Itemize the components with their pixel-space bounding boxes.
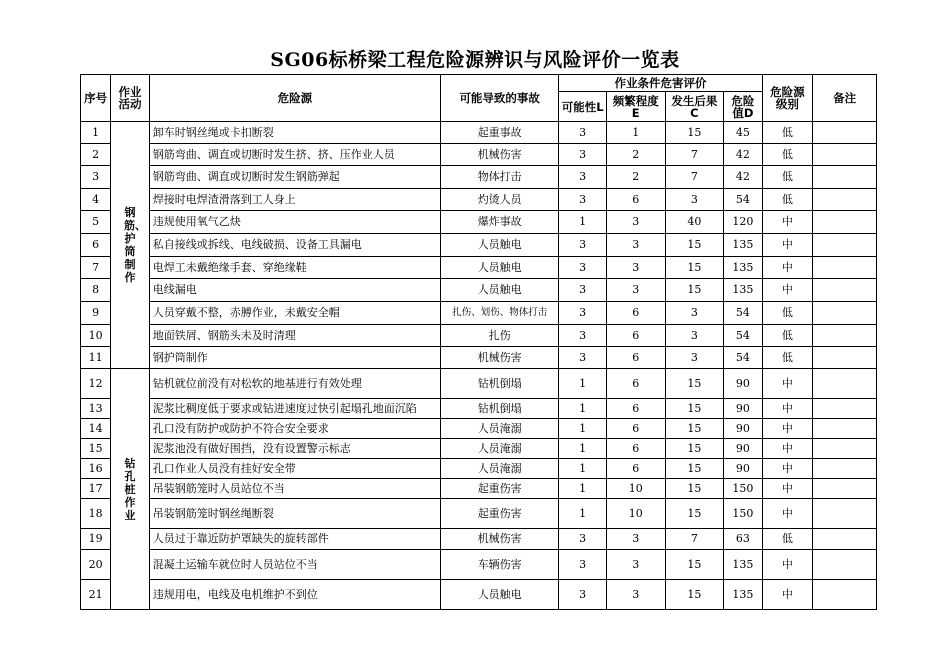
cell-seq: 19: [81, 529, 111, 550]
cell-note: [813, 302, 877, 325]
cell-seq: 16: [81, 459, 111, 479]
cell-level: 低: [762, 122, 813, 144]
cell-E: 3: [606, 279, 665, 302]
cell-note: [813, 479, 877, 499]
cell-activity: [111, 369, 149, 610]
cell-D: 90: [724, 459, 762, 479]
cell-hazard: 孔口没有防护或防护不符合安全要求: [149, 419, 440, 439]
cell-accident: 起重伤害: [441, 479, 559, 499]
cell-L: 3: [559, 550, 607, 580]
cell-E: 3: [606, 580, 665, 610]
cell-C: 3: [665, 325, 724, 347]
cell-seq: 15: [81, 439, 111, 459]
cell-note: [813, 257, 877, 279]
cell-note: [813, 279, 877, 302]
cell-note: [813, 439, 877, 459]
cell-accident: 钻机倒塌: [441, 399, 559, 419]
cell-hazard: 地面铁屑、钢筋头未及时清理: [149, 325, 440, 347]
table-row: [81, 325, 877, 347]
cell-C: 15: [665, 257, 724, 279]
cell-E: 3: [606, 550, 665, 580]
cell-hazard: 钢护筒制作: [149, 347, 440, 369]
table-row: [81, 419, 877, 439]
header-row-1: [81, 75, 877, 92]
table-row: [81, 550, 877, 580]
cell-note: [813, 211, 877, 234]
cell-accident: 起重事故: [441, 122, 559, 144]
cell-accident: 爆炸事故: [441, 211, 559, 234]
cell-E: 6: [606, 189, 665, 211]
cell-L: 3: [559, 189, 607, 211]
table-row: [81, 369, 877, 399]
cell-seq: 4: [81, 189, 111, 211]
cell-level: 中: [762, 279, 813, 302]
table-row: [81, 399, 877, 419]
table-row: [81, 529, 877, 550]
header-hazard: 危险源: [149, 75, 440, 122]
cell-L: 3: [559, 166, 607, 189]
table-row: [81, 439, 877, 459]
cell-C: 15: [665, 122, 724, 144]
cell-L: 3: [559, 234, 607, 257]
page-title: SG06标桥梁工程危险源辨识与风险评价一览表: [270, 49, 680, 71]
cell-seq: 13: [81, 399, 111, 419]
cell-C: 15: [665, 369, 724, 399]
cell-L: 3: [559, 279, 607, 302]
table-row: [81, 257, 877, 279]
cell-C: 7: [665, 166, 724, 189]
cell-E: 3: [606, 529, 665, 550]
cell-E: 6: [606, 439, 665, 459]
cell-accident: 人员触电: [441, 257, 559, 279]
header-note: 备注: [813, 75, 877, 122]
cell-L: 3: [559, 302, 607, 325]
cell-D: 54: [724, 302, 762, 325]
cell-hazard: 焊接时电焊渣滑落到工人身上: [149, 189, 440, 211]
cell-C: 15: [665, 580, 724, 610]
cell-C: 15: [665, 459, 724, 479]
cell-D: 135: [724, 234, 762, 257]
cell-E: 3: [606, 211, 665, 234]
cell-accident: 人员触电: [441, 234, 559, 257]
cell-seq: 2: [81, 144, 111, 166]
cell-hazard: 吊装钢筋笼时人员站位不当: [149, 479, 440, 499]
cell-accident: 人员触电: [441, 279, 559, 302]
header-C: 发生后果C: [665, 92, 724, 122]
cell-D: 135: [724, 279, 762, 302]
cell-seq: 18: [81, 499, 111, 529]
cell-C: 15: [665, 399, 724, 419]
cell-L: 3: [559, 144, 607, 166]
cell-note: [813, 499, 877, 529]
cell-level: 低: [762, 529, 813, 550]
cell-C: 15: [665, 499, 724, 529]
cell-hazard: 私自接线或拆线、电线破损、设备工具漏电: [149, 234, 440, 257]
cell-hazard: 电焊工未戴绝缘手套、穿绝缘鞋: [149, 257, 440, 279]
cell-D: 90: [724, 439, 762, 459]
cell-C: 7: [665, 144, 724, 166]
cell-hazard: 违规使用氧气乙炔: [149, 211, 440, 234]
cell-E: 1: [606, 122, 665, 144]
cell-accident: 灼烫人员: [441, 189, 559, 211]
cell-C: 15: [665, 439, 724, 459]
cell-seq: 12: [81, 369, 111, 399]
cell-D: 135: [724, 257, 762, 279]
cell-note: [813, 399, 877, 419]
table-row: [81, 166, 877, 189]
header-L: 可能性L: [559, 92, 607, 122]
cell-D: 135: [724, 580, 762, 610]
cell-seq: 14: [81, 419, 111, 439]
cell-D: 90: [724, 369, 762, 399]
cell-hazard: 卸车时钢丝绳或卡扣断裂: [149, 122, 440, 144]
cell-accident: 扎伤: [441, 325, 559, 347]
cell-note: [813, 122, 877, 144]
cell-seq: 5: [81, 211, 111, 234]
cell-note: [813, 580, 877, 610]
cell-L: 3: [559, 325, 607, 347]
table-row: [81, 189, 877, 211]
cell-accident: 车辆伤害: [441, 550, 559, 580]
cell-hazard: 人员穿戴不整，赤膊作业，未戴安全帽: [149, 302, 440, 325]
table-row: [81, 234, 877, 257]
cell-accident: 人员触电: [441, 580, 559, 610]
cell-accident: 机械伤害: [441, 144, 559, 166]
cell-L: 3: [559, 347, 607, 369]
cell-D: 54: [724, 325, 762, 347]
cell-E: 10: [606, 499, 665, 529]
cell-seq: 3: [81, 166, 111, 189]
cell-E: 6: [606, 399, 665, 419]
cell-D: 54: [724, 347, 762, 369]
table-row: [81, 459, 877, 479]
cell-L: 3: [559, 122, 607, 144]
cell-D: 135: [724, 550, 762, 580]
header-level: 危险源级别: [762, 75, 813, 122]
cell-D: 42: [724, 166, 762, 189]
cell-level: 低: [762, 144, 813, 166]
cell-level: 低: [762, 325, 813, 347]
cell-C: 3: [665, 347, 724, 369]
cell-note: [813, 419, 877, 439]
cell-level: 中: [762, 580, 813, 610]
cell-C: 15: [665, 234, 724, 257]
cell-hazard: 钢筋弯曲、调直或切断时发生钢筋弹起: [149, 166, 440, 189]
cell-level: 低: [762, 302, 813, 325]
cell-level: 中: [762, 257, 813, 279]
cell-level: 中: [762, 459, 813, 479]
cell-seq: 9: [81, 302, 111, 325]
cell-L: 3: [559, 580, 607, 610]
table-row: [81, 347, 877, 369]
cell-level: 中: [762, 399, 813, 419]
cell-L: 3: [559, 257, 607, 279]
cell-level: 中: [762, 419, 813, 439]
table-row: [81, 302, 877, 325]
cell-E: 2: [606, 144, 665, 166]
header-seq: 序号: [81, 75, 111, 122]
header-E: 频繁程度E: [606, 92, 665, 122]
cell-D: 120: [724, 211, 762, 234]
cell-note: [813, 234, 877, 257]
cell-level: 中: [762, 439, 813, 459]
table-body: [81, 122, 877, 610]
table-row: [81, 279, 877, 302]
activity-label: 钢筋、护筒制作: [124, 206, 147, 284]
cell-E: 6: [606, 347, 665, 369]
cell-C: 3: [665, 189, 724, 211]
cell-C: 40: [665, 211, 724, 234]
table-row: [81, 479, 877, 499]
cell-note: [813, 166, 877, 189]
cell-L: 1: [559, 211, 607, 234]
cell-level: 中: [762, 479, 813, 499]
cell-D: 90: [724, 399, 762, 419]
cell-note: [813, 459, 877, 479]
table-row: [81, 499, 877, 529]
cell-L: 1: [559, 419, 607, 439]
cell-hazard: 违规用电，电线及电机维护不到位: [149, 580, 440, 610]
cell-C: 15: [665, 550, 724, 580]
cell-hazard: 泥浆比稠度低于要求或钻进速度过快引起塌孔地面沉陷: [149, 399, 440, 419]
cell-accident: 物体打击: [441, 166, 559, 189]
cell-level: 中: [762, 369, 813, 399]
cell-accident: 人员淹溺: [441, 459, 559, 479]
cell-L: 1: [559, 479, 607, 499]
cell-hazard: 钢筋弯曲、调直或切断时发生挤、挤、压作业人员: [149, 144, 440, 166]
cell-accident: 人员淹溺: [441, 439, 559, 459]
cell-hazard: 钻机就位前没有对松软的地基进行有效处理: [149, 369, 440, 399]
cell-C: 3: [665, 302, 724, 325]
cell-hazard: 混凝土运输车就位时人员站位不当: [149, 550, 440, 580]
cell-note: [813, 347, 877, 369]
cell-note: [813, 325, 877, 347]
cell-E: 3: [606, 234, 665, 257]
cell-seq: 17: [81, 479, 111, 499]
cell-note: [813, 189, 877, 211]
cell-accident: 机械伤害: [441, 347, 559, 369]
cell-accident: 人员淹溺: [441, 419, 559, 439]
cell-level: 低: [762, 166, 813, 189]
cell-D: 45: [724, 122, 762, 144]
cell-E: 6: [606, 419, 665, 439]
risk-table: [80, 74, 877, 610]
cell-L: 1: [559, 369, 607, 399]
cell-hazard: 电线漏电: [149, 279, 440, 302]
table-row: [81, 144, 877, 166]
cell-activity: [111, 122, 149, 369]
cell-accident: 扎伤、划伤、物体打击: [441, 302, 559, 325]
cell-seq: 7: [81, 257, 111, 279]
cell-E: 3: [606, 257, 665, 279]
cell-L: 1: [559, 499, 607, 529]
cell-L: 1: [559, 459, 607, 479]
cell-D: 150: [724, 499, 762, 529]
cell-note: [813, 529, 877, 550]
table-row: [81, 580, 877, 610]
cell-L: 3: [559, 529, 607, 550]
cell-D: 63: [724, 529, 762, 550]
cell-L: 1: [559, 439, 607, 459]
cell-level: 低: [762, 347, 813, 369]
header-D: 危险值D: [724, 92, 762, 122]
cell-E: 10: [606, 479, 665, 499]
cell-D: 90: [724, 419, 762, 439]
cell-note: [813, 369, 877, 399]
cell-note: [813, 144, 877, 166]
activity-label: 钻孔桩作业: [124, 456, 136, 522]
cell-seq: 21: [81, 580, 111, 610]
table-row: [81, 122, 877, 144]
header-activity: 作业活动: [111, 75, 149, 122]
cell-hazard: 孔口作业人员没有挂好安全带: [149, 459, 440, 479]
cell-accident: 机械伤害: [441, 529, 559, 550]
table-row: [81, 211, 877, 234]
cell-C: 15: [665, 479, 724, 499]
cell-E: 6: [606, 459, 665, 479]
cell-level: 中: [762, 499, 813, 529]
cell-level: 中: [762, 211, 813, 234]
cell-hazard: 吊装钢筋笼时钢丝绳断裂: [149, 499, 440, 529]
cell-level: 低: [762, 189, 813, 211]
header-evaluation: 作业条件危害评价: [559, 75, 762, 92]
cell-C: 7: [665, 529, 724, 550]
header-accident: 可能导致的事故: [441, 75, 559, 122]
cell-level: 中: [762, 550, 813, 580]
cell-D: 150: [724, 479, 762, 499]
cell-D: 54: [724, 189, 762, 211]
cell-E: 6: [606, 369, 665, 399]
cell-C: 15: [665, 419, 724, 439]
cell-D: 42: [724, 144, 762, 166]
cell-E: 6: [606, 302, 665, 325]
cell-E: 6: [606, 325, 665, 347]
cell-C: 15: [665, 279, 724, 302]
cell-seq: 11: [81, 347, 111, 369]
cell-seq: 6: [81, 234, 111, 257]
cell-accident: 钻机倒塌: [441, 369, 559, 399]
cell-seq: 10: [81, 325, 111, 347]
cell-accident: 起重伤害: [441, 499, 559, 529]
cell-hazard: 泥浆池没有做好围挡，没有设置警示标志: [149, 439, 440, 459]
cell-level: 中: [762, 234, 813, 257]
cell-seq: 1: [81, 122, 111, 144]
cell-seq: 8: [81, 279, 111, 302]
cell-hazard: 人员过于靠近防护罩缺失的旋转部件: [149, 529, 440, 550]
cell-note: [813, 550, 877, 580]
cell-L: 1: [559, 399, 607, 419]
cell-seq: 20: [81, 550, 111, 580]
cell-E: 2: [606, 166, 665, 189]
